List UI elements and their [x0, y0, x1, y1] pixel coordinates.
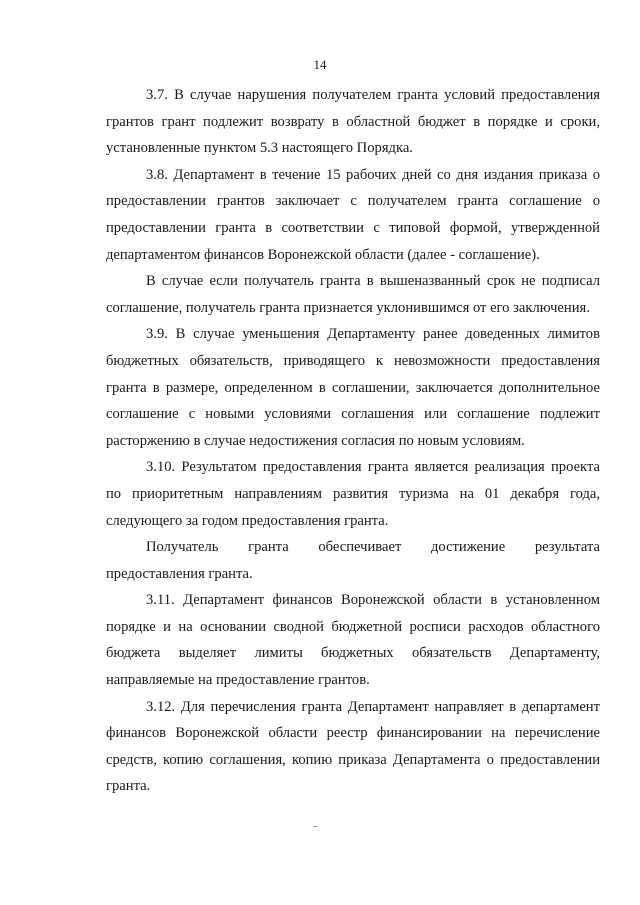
- scan-speck: [313, 826, 317, 827]
- paragraph-3-10: 3.10. Результатом предоставления гранта является реализация проекта по приоритетным направлениям развития туризма на 01 декабря года, следующего за годом предоставления гранта.: [106, 459, 600, 529]
- paragraph-3-8-continuation: В случае если получатель гранта в вышеназванный срок не подписал соглашение, получатель гранта признается уклонившимся от его заключения.: [106, 273, 600, 316]
- paragraph-3-12: 3.12. Для перечисления гранта Департамент направляет в департамент финансов Воронежской области реестр финансировании на перечисление средств, копию соглашения, копию приказа Департамента о предоставлении гранта.: [106, 698, 600, 795]
- paragraph-3-7: 3.7. В случае нарушения получателем гранта условий предоставления грантов грант подлежит возврату в областной бюджет в порядке и сроки, установленные пунктом 5.3 настоящего Порядка.: [106, 87, 600, 157]
- paragraph-3-8: 3.8. Департамент в течение 15 рабочих дней со дня издания приказа о предоставлении грантов заключает с получателем гранта соглашение о предоставлении гранта в соответствии с типовой формой, утвержденной департаментом финансов Воронежской области (далее - соглашение).: [106, 166, 600, 263]
- document-body: [106, 82, 600, 800]
- paragraph-3-9: 3.9. В случае уменьшения Департаменту ранее доведенных лимитов бюджетных обязательств, приводящего к невозможности предоставления гранта в размере, определенном в соглашении, заключается дополнительное соглашение с новыми условиями соглашения или соглашение подлежит расторжению в случае недостижения согласия по новым условиям.: [106, 326, 600, 449]
- paragraph-3-11: 3.11. Департамент финансов Воронежской области в установленном порядке и на основании сводной бюджетной росписи расходов областного бюджета выделяет лимиты бюджетных обязательств Департаменту, направляемые на предоставление грантов.: [106, 592, 600, 689]
- paragraph-3-10-result-line1: Получатель гранта обеспечивает достижение результата: [146, 539, 600, 556]
- paragraph-3-10-result-line2: предоставления гранта.: [106, 565, 253, 582]
- page-number: 14: [313, 57, 327, 72]
